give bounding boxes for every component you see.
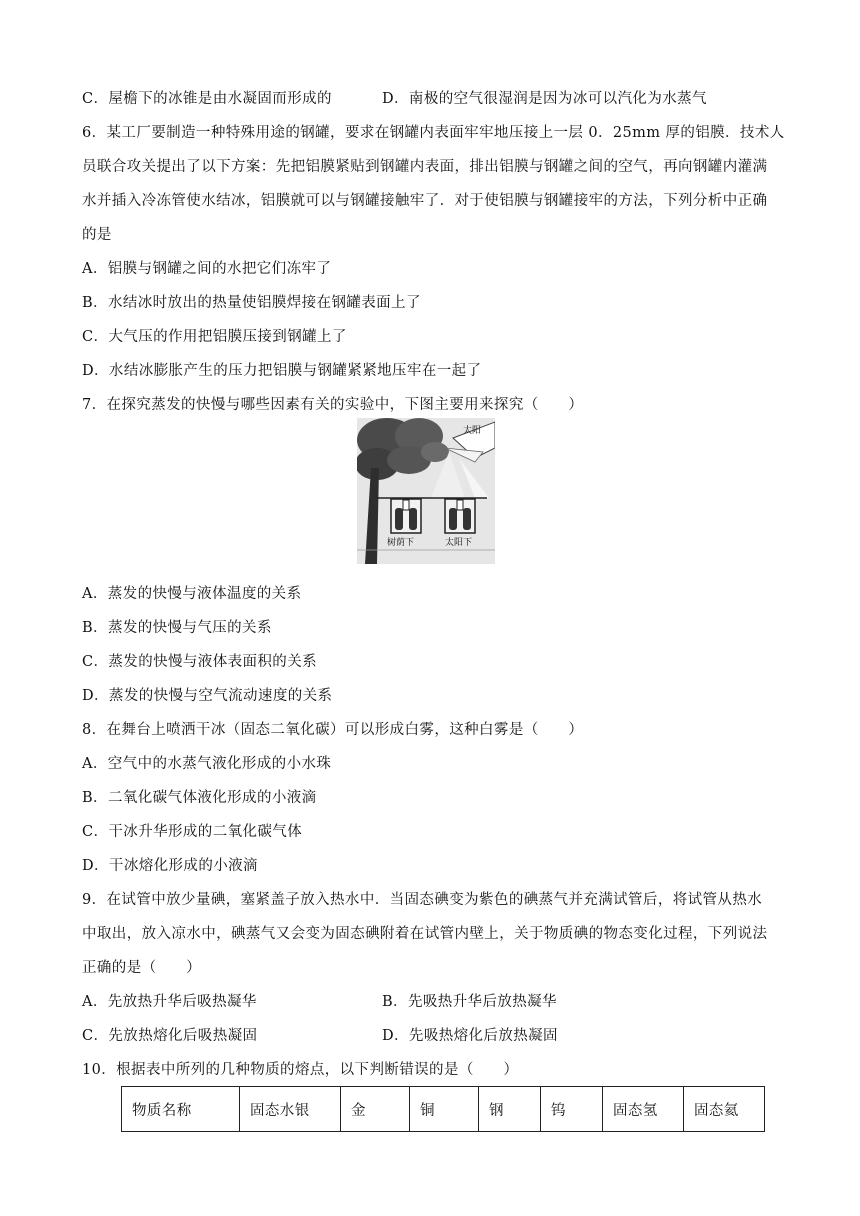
sun-spot-label: 太阳下	[445, 538, 473, 548]
table-cell: 钨	[541, 1087, 603, 1132]
q8-option-d: D．干冰熔化形成的小液滴	[82, 858, 258, 874]
q7-stem: 7．在探究蒸发的快慢与哪些因素有关的实验中，下图主要用来探究（ ）	[82, 397, 584, 413]
table-cell: 金	[341, 1087, 410, 1132]
wet-cloth-shade-icon	[391, 499, 421, 533]
q9-stem-line-3: 正确的是（ ）	[82, 960, 202, 976]
q10-stem: 10．根据表中所列的几种物质的熔点，以下判断错误的是（ ）	[82, 1062, 519, 1078]
table-cell: 铜	[410, 1087, 479, 1132]
q6-stem-line-1: 6．某工厂要制造一种特殊用途的钢罐，要求在钢罐内表面牢牢地压接上一层 0．25mm 厚的铝膜．技术人	[82, 125, 785, 141]
q8-stem: 8．在舞台上喷洒干冰（固态二氧化碳）可以形成白雾，这种白雾是（ ）	[82, 722, 584, 738]
shade-label: 树荫下	[387, 538, 415, 548]
q6-option-c: C．大气压的作用把铝膜压接到钢罐上了	[82, 329, 347, 345]
sun-label: 太阳	[463, 426, 482, 436]
q9-option-c: C．先放热熔化后吸热凝固	[82, 1028, 258, 1044]
q9-option-b: B．先吸热升华后放热凝华	[382, 994, 557, 1010]
q8-option-b: B．二氧化碳气体液化形成的小液滴	[82, 790, 317, 806]
table-cell: 固态氢	[603, 1087, 684, 1132]
q7-option-d: D．蒸发的快慢与空气流动速度的关系	[82, 688, 333, 704]
q6-option-d: D．水结冰膨胀产生的压力把铝膜与钢罐紧紧地压牢在一起了	[82, 363, 482, 379]
table-cell: 钢	[479, 1087, 541, 1132]
q5-option-c: C．屋檐下的冰锥是由水凝固而形成的	[82, 91, 332, 107]
q8-option-a: A．空气中的水蒸气液化形成的小水珠	[82, 756, 332, 772]
q6-stem-line-3: 水并插入冷冻管使水结冰，铝膜就可以与钢罐接触牢了．对于使铝膜与钢罐接牢的方法，下列分析中正确	[82, 193, 768, 209]
q6-option-b: B．水结冰时放出的热量使铝膜焊接在钢罐表面上了	[82, 295, 421, 311]
q7-option-a: A．蒸发的快慢与液体温度的关系	[82, 586, 302, 602]
evaporation-experiment-figure	[357, 418, 495, 564]
q6-stem-line-4: 的是	[82, 227, 112, 243]
table-cell: 固态氦	[684, 1087, 765, 1132]
q5-option-d: D．南极的空气很湿润是因为冰可以汽化为水蒸气	[382, 91, 707, 107]
q9-option-d: D．先吸热熔化后放热凝固	[382, 1028, 558, 1044]
q9-option-a: A．先放热升华后吸热凝华	[82, 994, 257, 1010]
table-cell: 固态水银	[240, 1087, 341, 1132]
q9-stem-line-1: 9．在试管中放少量碘，塞紧盖子放入热水中．当固态碘变为紫色的碘蒸气并充满试管后，将试管从热水	[82, 892, 763, 908]
q7-option-c: C．蒸发的快慢与液体表面积的关系	[82, 654, 317, 670]
q8-option-c: C．干冰升华形成的二氧化碳气体	[82, 824, 303, 840]
q7-option-b: B．蒸发的快慢与气压的关系	[82, 620, 272, 636]
wet-cloth-sun-icon	[445, 499, 475, 533]
table-row	[122, 1087, 765, 1132]
q9-stem-line-2: 中取出，放入凉水中，碘蒸气又会变为固态碘附着在试管内壁上，关于物质碘的物态变化过程，下列说法	[82, 926, 768, 942]
q6-stem-line-2: 员联合攻关提出了以下方案：先把铝膜紧贴到钢罐内表面，排出铝膜与钢罐之间的空气，再向钢罐内灌满	[82, 159, 768, 175]
table-cell: 物质名称	[122, 1087, 240, 1132]
q6-option-a: A．铝膜与钢罐之间的水把它们冻牢了	[82, 261, 332, 277]
melting-point-table	[121, 1086, 765, 1132]
